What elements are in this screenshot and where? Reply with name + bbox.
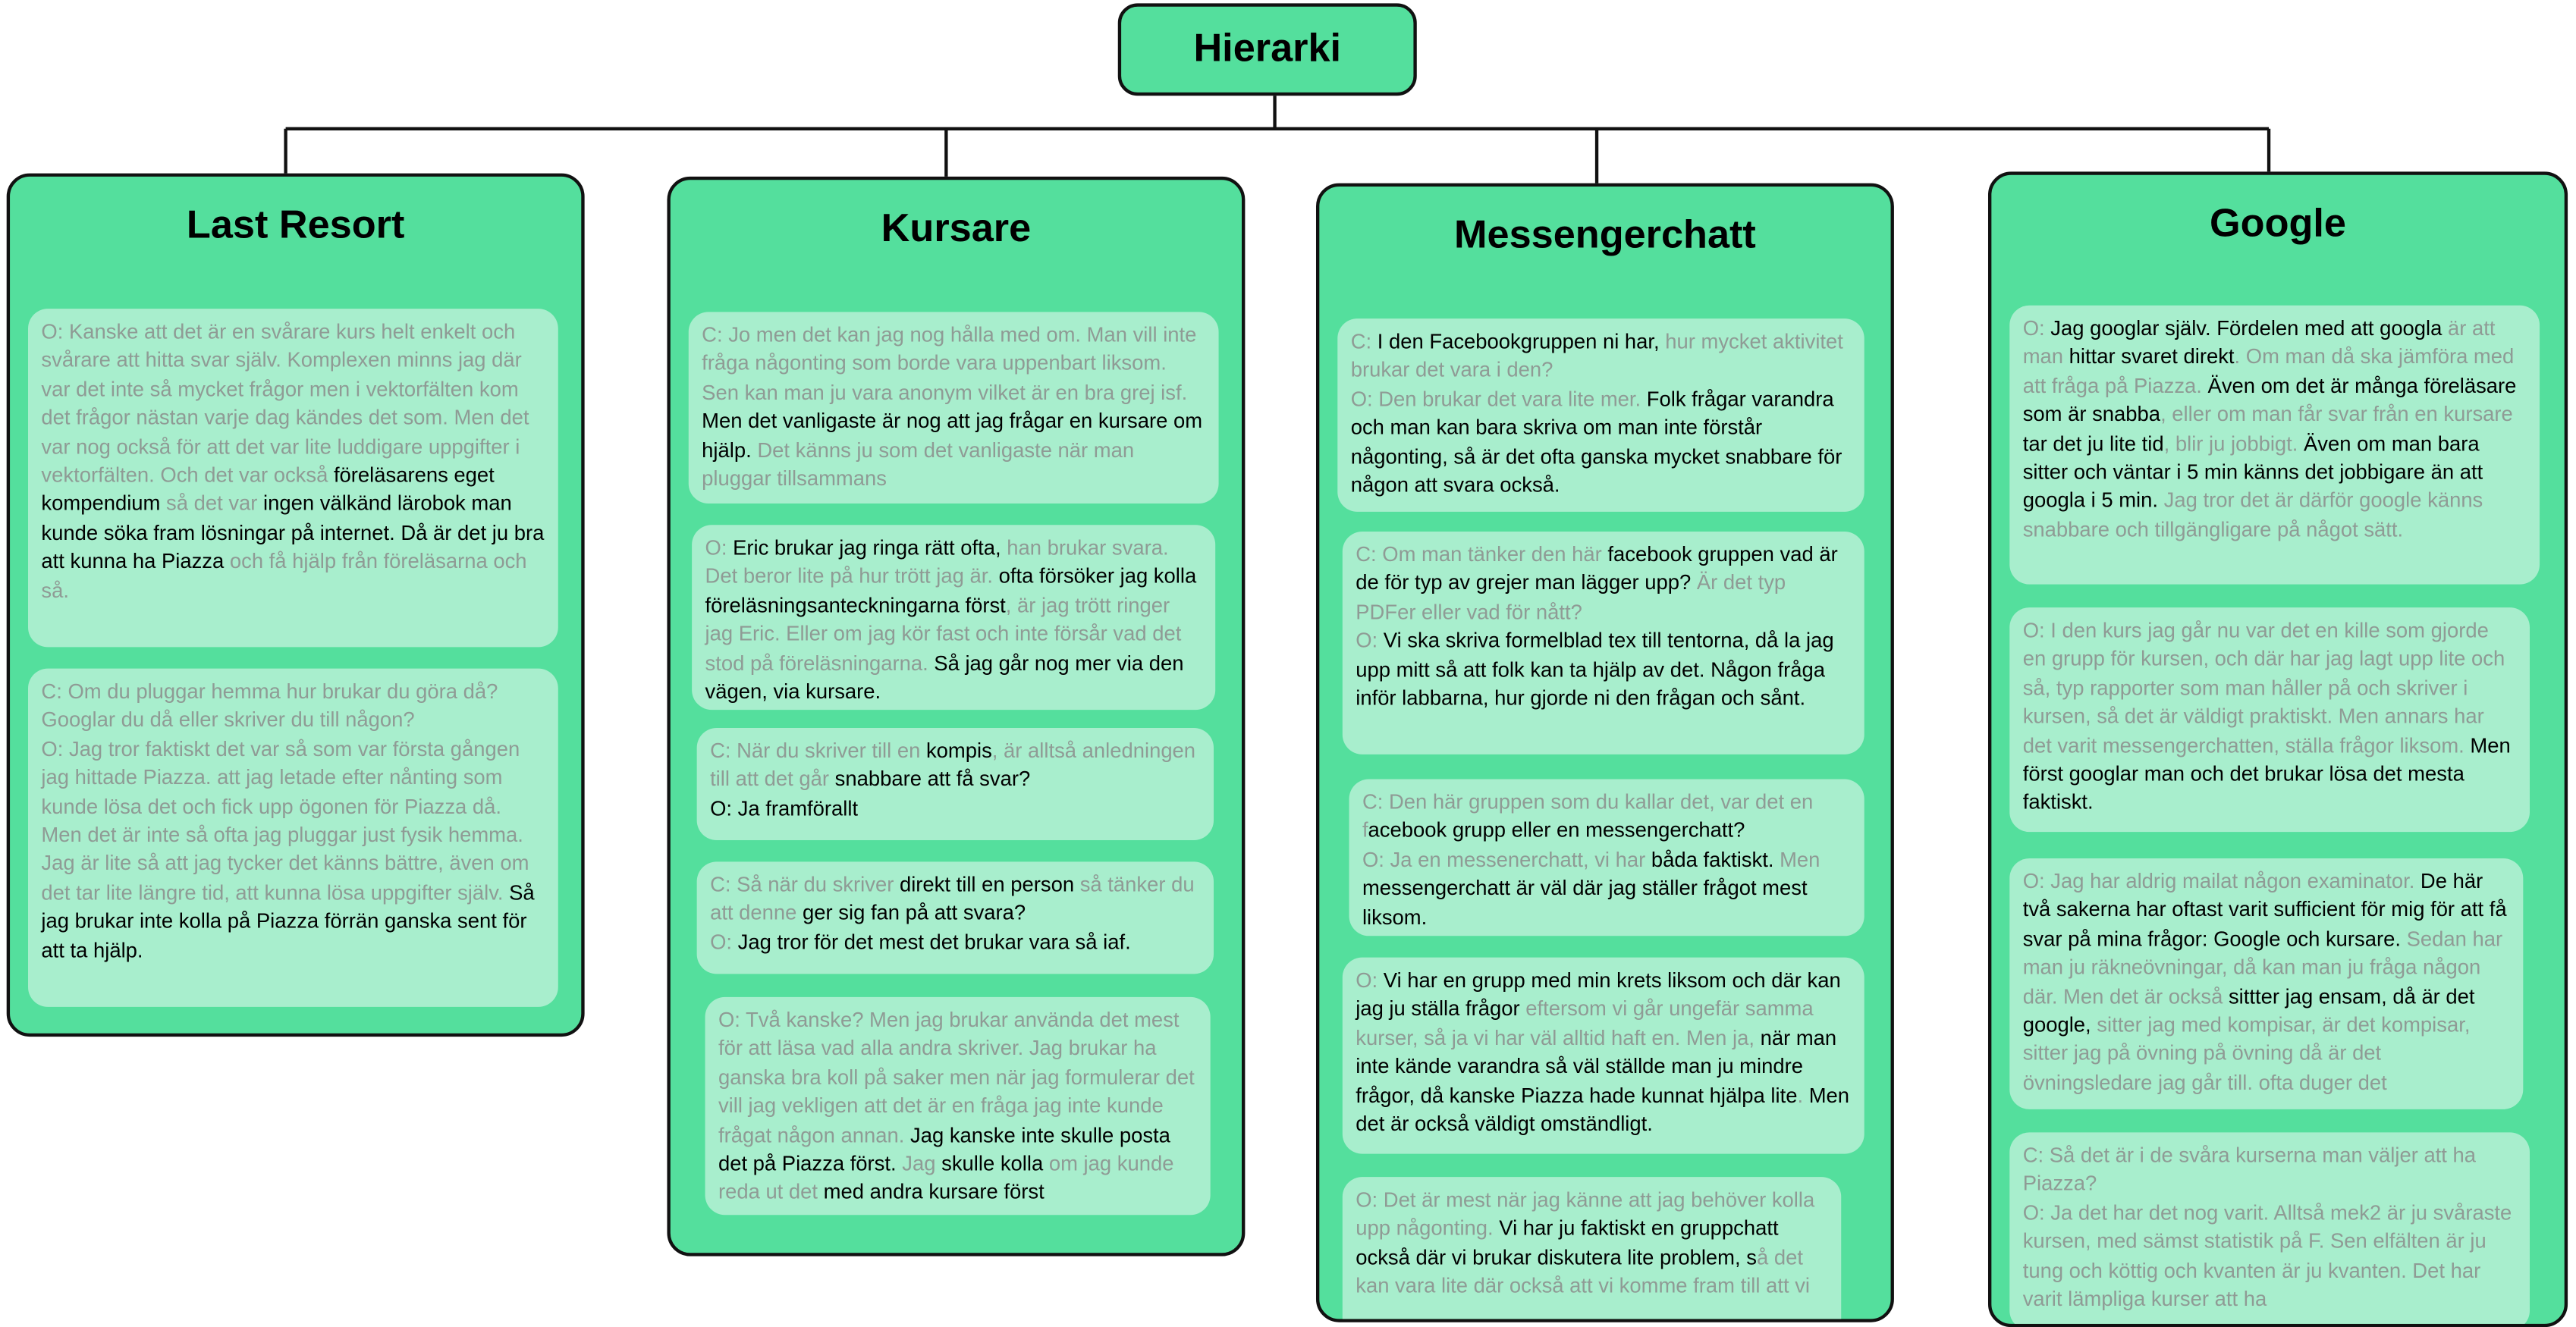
quote-text-muted: , eller om man får svar från en kursare xyxy=(2160,403,2513,427)
quote-text-emphasized: med andra kursare först xyxy=(823,1181,1045,1204)
quote-text-emphasized: Så jag går nog mer via den vägen, via kursare. xyxy=(705,651,1184,704)
category-google xyxy=(1988,171,2568,1327)
quote-text-emphasized: båda faktiskt. xyxy=(1651,848,1774,871)
quote-text-emphasized: Vi ska skriva formelblad tex till tentorna, då la jag upp mitt så att folk kan ta hjälp av det. Någon fråga inför labbarna, hur gjorde ni den frågan och sånt. xyxy=(1356,629,1834,711)
quote-card xyxy=(689,312,1219,504)
quote-text-muted: O: xyxy=(1356,968,1384,993)
quote-text-muted: O: I den kurs jag går nu var det en kille som gjorde en grupp för kursen, och där har jag lagt upp lite och så, typ rapporter som man håller på och skriver i kursen, så det är väldigt praktiskt. Men annars har det varit messengerchatten, ställa frågor liksom. xyxy=(2022,619,2505,758)
quote-text-muted: C: Så när du skriver xyxy=(710,873,900,897)
quote-text-emphasized: tar det ju lite tid xyxy=(2022,431,2164,456)
quote-text-muted: C: xyxy=(1350,330,1378,353)
quote-text-emphasized: kompis xyxy=(925,739,992,763)
quote-text-muted: å det kan vara lite där också att vi komme fram till att vi xyxy=(1356,1246,1811,1298)
category-messengerchatt xyxy=(1316,184,1894,1322)
quote-text-muted: C: Jo men det kan jag nog hålla med om. Man vill inte fråga någonting som borde vara uppenbart liksom. Sen kan man ju vara anonym vilket är en bra grej isf. xyxy=(702,323,1197,404)
quote-text-emphasized: Men det vanligaste är nog att jag frågar en kursare om hjälp. xyxy=(702,409,1203,462)
quote-text-emphasized: Så jag brukar inte kolla på Piazza förrän ganska sent för att ta hjälp. xyxy=(41,881,535,962)
quote-text-emphasized: O: Ja framförallt xyxy=(710,797,859,820)
category-title: Google xyxy=(2210,201,2347,246)
quote-text-muted: O: xyxy=(710,930,738,954)
quote-text-emphasized: snabbare att få svar? xyxy=(834,768,1031,792)
quote-text-muted: C: Så det är i de svåra kurserna man väljer att ha Piazza? xyxy=(2022,1143,2477,1196)
quote-text-emphasized: hittar svaret direkt xyxy=(2069,345,2235,369)
quote-card xyxy=(28,309,558,647)
quote-text-muted: är att man xyxy=(2022,316,2496,369)
quote-text-muted: , är jag trött ringer jag Eric. Eller om jag kör fast och inte försår vad det stod på föreläsningarna. xyxy=(705,594,1182,675)
quote-text-muted: O: Jag tror faktiskt det var så som var första gången jag hittade Piazza. att jag letade efter nånting som kunde lösa det och fick upp ögonen för Piazza då. Men det är inte så ofta jag pluggar just fysik hemma. Jag är lite så att jag tycker det känns bättre, även om det tar lite längre tid, att kunna lösa uppgifter själv. xyxy=(41,737,529,905)
quote-text-emphasized: Vi har en grupp med min krets liksom och där kan jag ju ställa frågor xyxy=(1356,968,1841,1021)
quote-text-muted: om jag kunde reda ut det xyxy=(718,1152,1174,1204)
quote-text-emphasized: ingen välkänd lärobok man kunde söka fram lösningar på internet. Då är det ju bra att kunna ha Piazza xyxy=(41,492,545,573)
quote-text-emphasized: facebook gruppen vad är de för typ av grejer man lägger upp? xyxy=(1356,543,1838,595)
quote-text-muted: . xyxy=(1797,1084,1809,1107)
quote-text-emphasized: när man inte kände varandra så väl ställde man ju mindre frågor, då kanske Piazza hade kunnat hjälpa lite xyxy=(1356,1026,1837,1107)
quote-text-muted: Det känns ju som det vanligaste när man pluggar tillsammans xyxy=(702,438,1135,491)
root-title: Hierarki xyxy=(1193,26,1342,71)
quote-text-emphasized: Folk frågar varandra och man kan bara skriva om man inte förstår någonting, så är det ofta ganska mycket snabbare för någon att svara också. xyxy=(1350,387,1842,497)
quote-text-emphasized: acebook grupp eller en messengerchatt? xyxy=(1368,819,1745,843)
quote-text-emphasized: sittter jag ensam, då är det google, xyxy=(2022,984,2475,1037)
quote-text-muted: C: Den här gruppen som du kallar det, var det en f xyxy=(1362,790,1814,843)
quote-text-emphasized: I den Facebookgruppen ni har, xyxy=(1377,330,1666,353)
quote-text-muted: och få hjälp från föreläsarna och så. xyxy=(41,550,527,602)
quote-text-muted: O: xyxy=(1356,629,1384,653)
quote-card xyxy=(2009,1132,2530,1327)
category-title: Kursare xyxy=(881,206,1032,251)
quote-text-emphasized: Eric brukar jag ringa rätt ofta, xyxy=(733,536,1007,560)
quote-card xyxy=(697,861,1214,974)
quote-text-muted: O: Ja en messenerchatt, vi har xyxy=(1362,848,1651,871)
quote-card xyxy=(1343,532,1864,754)
quote-text-emphasized: messengerchatt är väl där jag ställer frågot mest liksom. xyxy=(1362,877,1808,929)
quote-text-muted: eftersom vi går ungefär samma kurser, så ja vi har väl alltid haft en. Men ja, xyxy=(1356,997,1814,1050)
quote-text-emphasized: ger sig fan på att svara? xyxy=(803,902,1026,925)
quote-text-emphasized: Jag kanske inte skulle posta det på Piazza först. xyxy=(718,1123,1170,1176)
quote-text-muted: O: xyxy=(705,536,734,560)
quote-card xyxy=(1343,958,1864,1154)
quote-card xyxy=(2009,607,2530,832)
quote-text-emphasized: Jag googlar själv. Fördelen med att googla xyxy=(2050,316,2449,340)
quote-card xyxy=(2009,306,2540,585)
quote-text-muted: , blir ju jobbigt. xyxy=(2163,431,2304,456)
quote-card xyxy=(697,728,1214,840)
category-last-resort xyxy=(7,174,585,1037)
quote-text-muted: C: När du skriver till en xyxy=(710,739,926,763)
quote-text-emphasized: Vi har ju faktiskt en gruppchatt också där vi brukar diskutera lite problem, s xyxy=(1356,1217,1779,1269)
quote-text-emphasized: De här två sakerna har oftast varit sufficient för mig för att få svar på mina frågor: Google och kursare. xyxy=(2022,870,2507,951)
quote-text-muted: Är det typ PDFer eller vad för nått? xyxy=(1356,572,1786,624)
quote-card xyxy=(705,997,1211,1215)
quote-card xyxy=(1337,318,1864,512)
quote-text-muted: C: Om du pluggar hemma hur brukar du göra då? Googlar du då eller skriver du till någon? xyxy=(41,679,498,733)
quote-text-muted: O: Det är mest när jag känne att jag behöver kolla upp någonting. xyxy=(1356,1188,1815,1241)
quote-text-muted: O: Jag har aldrig mailat någon examinator. xyxy=(2022,870,2420,893)
quote-text-emphasized: direkt till en person xyxy=(899,873,1075,897)
quote-card xyxy=(1349,779,1864,936)
quote-card xyxy=(28,669,558,1007)
quote-text-muted: . Om man då ska jämföra med att fråga på Piazza. xyxy=(2022,345,2515,398)
category-title: Messengerchatt xyxy=(1454,212,1756,258)
quote-text-emphasized: Även om man bara sitter och väntar i 5 min känns det jobbigare än att googla i 5 min. xyxy=(2022,431,2483,513)
quote-text-muted: O: Kanske att det är en svårare kurs helt enkelt och svårare att hitta svar själv. Komplexen minns jag där var det inte så mycket frågor men i vektorfälten kom det frågor nästan varje dag kändes det som. Men det var nog också för att det var lite luddigare uppgifter i vektorfälten. Och det var också xyxy=(41,320,529,488)
quote-text-emphasized: Men det är också väldigt omständligt. xyxy=(1356,1084,1850,1136)
quote-text-muted: så tänker du att denne xyxy=(710,873,1195,925)
category-kursare xyxy=(667,177,1245,1256)
quote-text-muted: Sedan har man ju räkneövningar, då kan man ju fråga någon där. Men det är också xyxy=(2022,927,2503,1009)
quote-text-muted: O: Två kanske? Men jag brukar använda det mest för att läsa vad alla andra skriver. Jag brukar ha ganska bra koll på saker men när jag formulerar det vill jag vekligen att det är en fråga jag inte kunde frågat någon annan. xyxy=(718,1009,1195,1147)
quote-text-muted: han brukar svara. Det beror lite på hur trött jag är. xyxy=(705,536,1169,588)
quote-card xyxy=(2009,858,2523,1109)
quote-text-muted: O: xyxy=(2022,316,2051,340)
quote-text-emphasized: föreläsarens eget kompendium xyxy=(41,463,495,516)
quote-text-emphasized: Jag tror för det mest det brukar vara så iaf. xyxy=(737,930,1131,954)
quote-text-muted: Jag xyxy=(896,1152,942,1176)
quote-text-emphasized: Även om det är många föreläsare som är snabba xyxy=(2022,374,2517,427)
quote-text-muted: hur mycket aktivitet brukar det vara i den? xyxy=(1350,330,1843,382)
quote-text-emphasized: Men först googlar man och det brukar lösa det mesta faktiskt. xyxy=(2022,733,2511,815)
category-title: Last Resort xyxy=(186,202,405,248)
quote-card xyxy=(1343,1177,1841,1322)
quote-text-muted: O: Den brukar det vara lite mer. xyxy=(1350,387,1647,411)
root-node-hierarki xyxy=(1118,3,1417,96)
quote-card xyxy=(692,525,1215,710)
quote-text-muted: O: Ja det har det nog varit. Alltså mek2 är ju svåraste kursen, med sämst statistik på F. Sen elfälten är ju tung och köttig och kvanten är ju kvanten. Det har varit lämpliga kurser att ha xyxy=(2022,1201,2512,1311)
quote-text-muted: C: Om man tänker den här xyxy=(1356,543,1608,566)
quote-text-muted: , är alltså anledningen till att det går xyxy=(710,739,1196,792)
quote-text-emphasized: ofta försöker jag kolla föreläsningsanteckningarna först xyxy=(705,565,1197,617)
quote-text-muted: Jag tror det är därför google känns snabbare och tillgängligare på något sätt. xyxy=(2022,489,2483,541)
quote-text-muted: Men xyxy=(1773,848,1820,871)
quote-text-muted: sitter jag med kompisar, är det kompisar, sitter jag på övning på övning då är det övningsledare jag går till. ofta duger det xyxy=(2022,1013,2471,1094)
quote-text-muted: så det var xyxy=(166,492,264,516)
quote-text-emphasized: skulle kolla xyxy=(941,1152,1044,1176)
